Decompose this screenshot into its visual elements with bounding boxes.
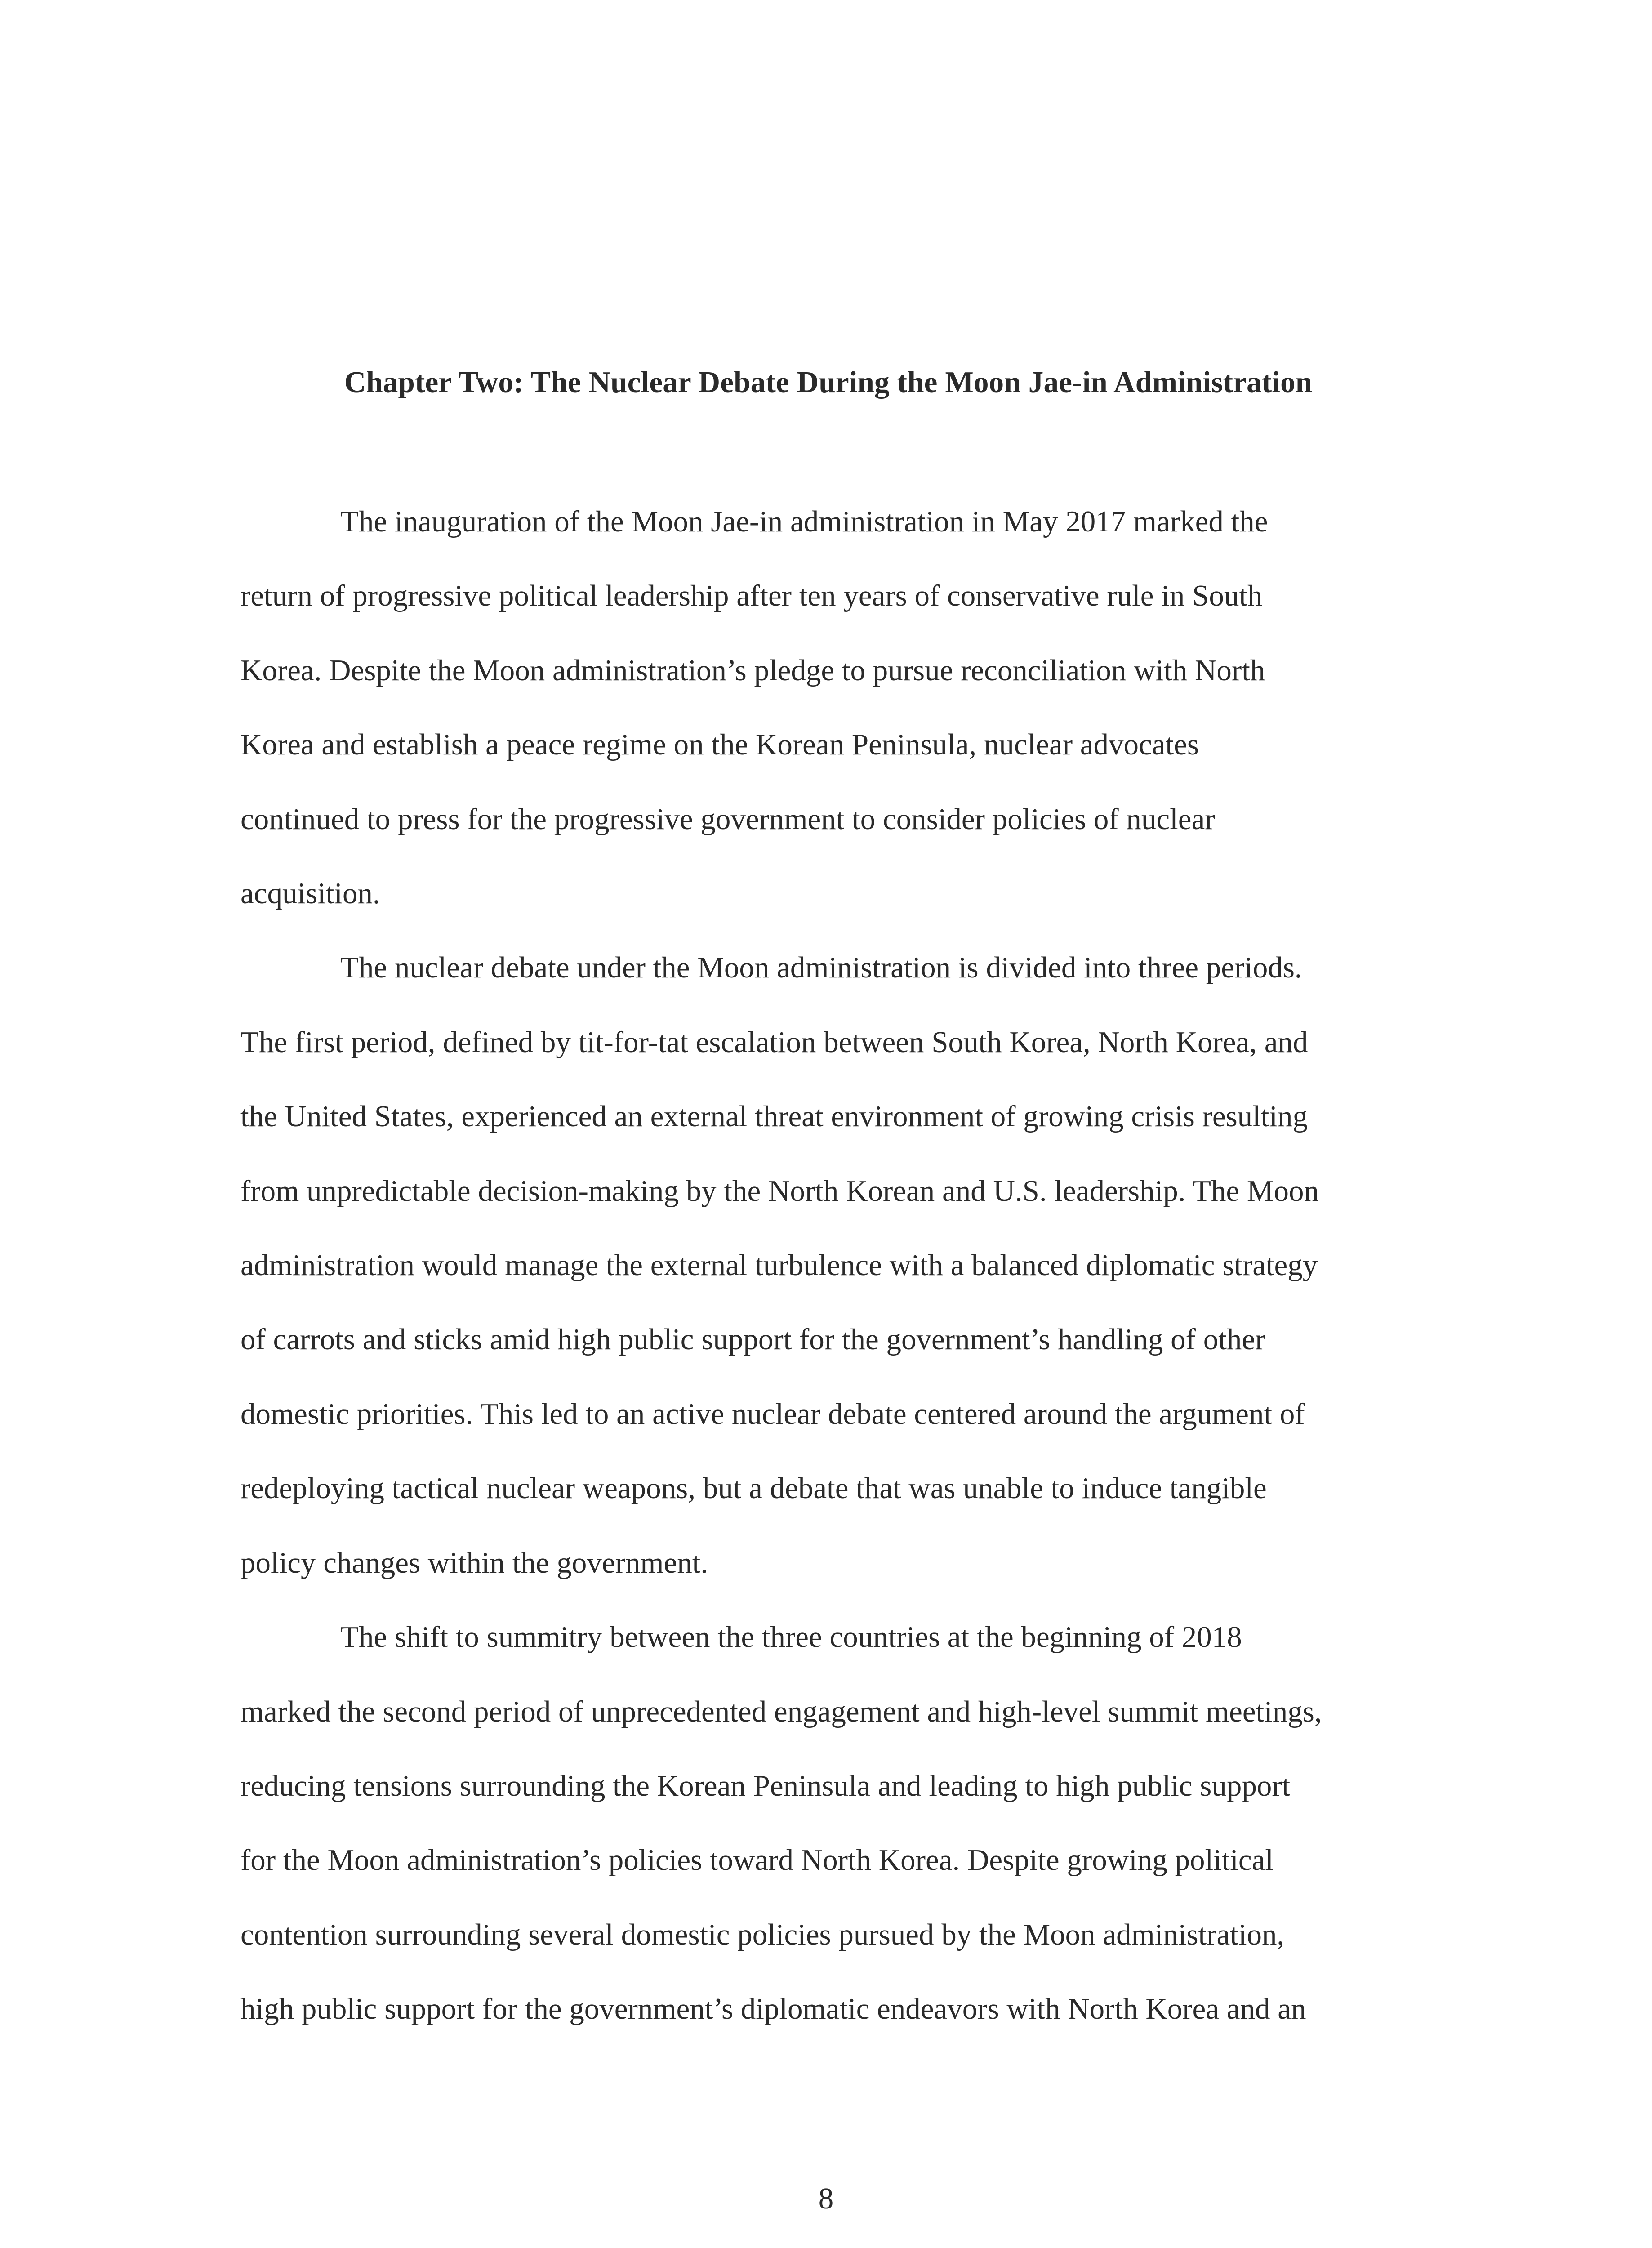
text-line: continued to press for the progressive government to consider policies of nuclear [240,802,1215,836]
text-line: high public support for the government’s diplomatic endeavors with North Korea and an [240,1992,1306,2026]
text-line: the United States, experienced an external threat environment of growing crisis resulting [240,1100,1308,1133]
text-line: return of progressive political leadership after ten years of conservative rule in South [240,579,1263,613]
text-line: Korea and establish a peace regime on the Korean Peninsula, nuclear advocates [240,728,1199,762]
paragraph-3 [240,1600,1398,2046]
text-line: reducing tensions surrounding the Korean Peninsula and leading to high public support [240,1769,1291,1802]
paragraph-2 [240,931,1398,1600]
chapter-title: Chapter Two: The Nuclear Debate During the Moon Jae-in Administration [344,366,1313,399]
text-line: administration would manage the external turbulence with a balanced diplomatic strategy [240,1249,1318,1282]
text-line: acquisition. [240,877,380,910]
text-line: The inauguration of the Moon Jae-in administration in May 2017 marked the [340,505,1268,538]
text-line: redeploying tactical nuclear weapons, but a debate that was unable to induce tangible [240,1472,1267,1505]
page-number: 8 [818,2182,834,2215]
text-line: The first period, defined by tit-for-tat escalation between South Korea, North Korea, and [240,1025,1308,1059]
text-line: The shift to summitry between the three countries at the beginning of 2018 [340,1620,1242,1654]
text-line: The nuclear debate under the Moon administration is divided into three periods. [340,951,1302,985]
text-line: policy changes within the government. [240,1546,708,1579]
text-line: of carrots and sticks amid high public support for the government’s handling of other [240,1323,1265,1356]
text-line: Korea. Despite the Moon administration’s pledge to pursue reconciliation with North [240,653,1265,687]
text-line: for the Moon administration’s policies toward North Korea. Despite growing political [240,1843,1274,1877]
text-line: domestic priorities. This led to an active nuclear debate centered around the argument of [240,1397,1305,1431]
text-line: marked the second period of unprecedented engagement and high-level summit meetings, [240,1695,1322,1728]
text-line: from unpredictable decision-making by the North Korean and U.S. leadership. The Moon [240,1174,1319,1208]
paragraph-1 [240,485,1398,931]
text-line: contention surrounding several domestic policies pursued by the Moon administration, [240,1918,1285,1951]
body-text [240,485,1398,2047]
